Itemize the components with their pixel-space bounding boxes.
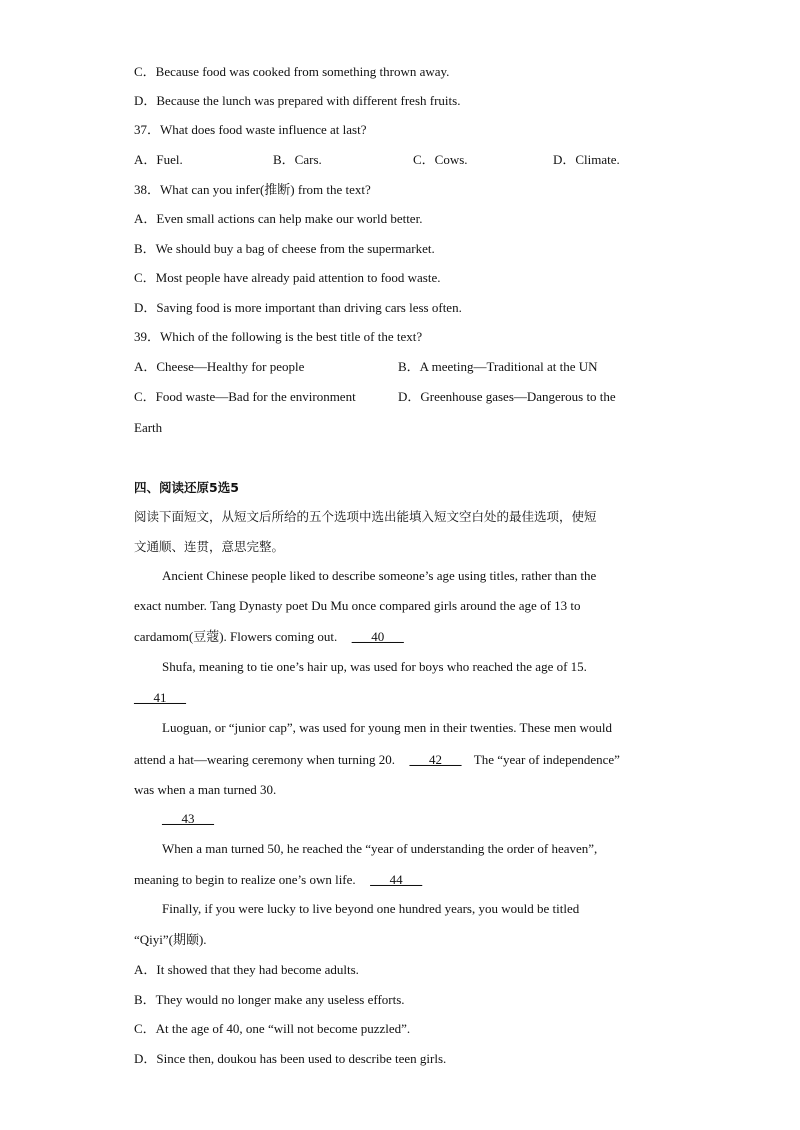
passage-line: [134, 872, 422, 888]
q38-option-d: D．Saving food is more important than driving cars less often.: [134, 300, 462, 315]
q38-question: 38．What can you infer(推断) from the text?: [134, 182, 371, 197]
passage-text: attend a hat—wearing ceremony when turning 20.: [134, 752, 395, 767]
q37-option-b: B．Cars.: [273, 152, 322, 167]
q36-option-c: C．Because food was cooked from something thrown away.: [134, 64, 450, 79]
passage-line: [134, 629, 404, 645]
option-d: D．Since then, doukou has been used to describe teen girls.: [134, 1051, 447, 1066]
passage-line: Shufa, meaning to tie one’s hair up, was used for boys who reached the age of 15.: [162, 659, 587, 674]
q39-option-d-continued: Earth: [134, 420, 163, 435]
q37-question: 37．What does food waste influence at last?: [134, 122, 367, 137]
passage-text: cardamom(豆蔻). Flowers coming out.: [134, 629, 338, 644]
passage-text: meaning to begin to realize one’s own life.: [134, 872, 356, 887]
q39-option-c: C．Food waste—Bad for the environment: [134, 389, 356, 404]
passage-line: Luoguan, or “junior cap”, was used for young men in their twenties. These men would: [162, 720, 612, 735]
passage-line: Finally, if you were lucky to live beyond one hundred years, you would be titled: [162, 901, 580, 916]
q37-option-c: C．Cows.: [413, 152, 468, 167]
blank-43: ___43___: [162, 811, 214, 826]
q37-option-d: D．Climate.: [553, 152, 620, 167]
passage-line: [134, 752, 620, 768]
passage-line: Ancient Chinese people liked to describe someone’s age using titles, rather than the: [162, 568, 597, 583]
option-b: B．They would no longer make any useless efforts.: [134, 992, 405, 1007]
blank-44: ___44___: [370, 872, 423, 887]
passage-text: The “year of independence”: [473, 752, 620, 767]
blank-42: ___42___: [409, 752, 462, 767]
q38-option-c: C．Most people have already paid attention to food waste.: [134, 270, 441, 285]
passage-line: was when a man turned 30.: [134, 782, 277, 797]
q36-option-d: D．Because the lunch was prepared with different fresh fruits.: [134, 93, 461, 108]
q38-option-a: A．Even small actions can help make our world better.: [134, 211, 423, 226]
q38-option-b: B．We should buy a bag of cheese from the supermarket.: [134, 241, 435, 256]
section-title: 四、阅读还原5选5: [134, 480, 239, 495]
passage-line: “Qiyi”(期颐).: [134, 932, 207, 947]
blank-40: ___40___: [351, 629, 404, 644]
q39-option-a: A．Cheese—Healthy for people: [134, 359, 305, 374]
q37-option-a: A．Fuel.: [134, 152, 183, 167]
instruction-line-1: 阅读下面短文，从短文后所给的五个选项中选出能填入短文空白处的最佳选项，使短: [134, 509, 597, 524]
option-c: C．At the age of 40, one “will not become puzzled”.: [134, 1021, 411, 1036]
passage-line: When a man turned 50, he reached the “year of understanding the order of heaven”,: [162, 841, 598, 856]
q39-option-d: D．Greenhouse gases—Dangerous to the: [398, 389, 616, 404]
blank-41: ___41___: [134, 690, 186, 705]
q39-option-b: B．A meeting—Traditional at the UN: [398, 359, 598, 374]
instruction-line-2: 文通顺、连贯，意思完整。: [134, 539, 285, 554]
option-a: A．It showed that they had become adults.: [134, 962, 359, 977]
passage-line: exact number. Tang Dynasty poet Du Mu once compared girls around the age of 13 to: [134, 598, 581, 613]
q39-question: 39．Which of the following is the best title of the text?: [134, 329, 423, 344]
